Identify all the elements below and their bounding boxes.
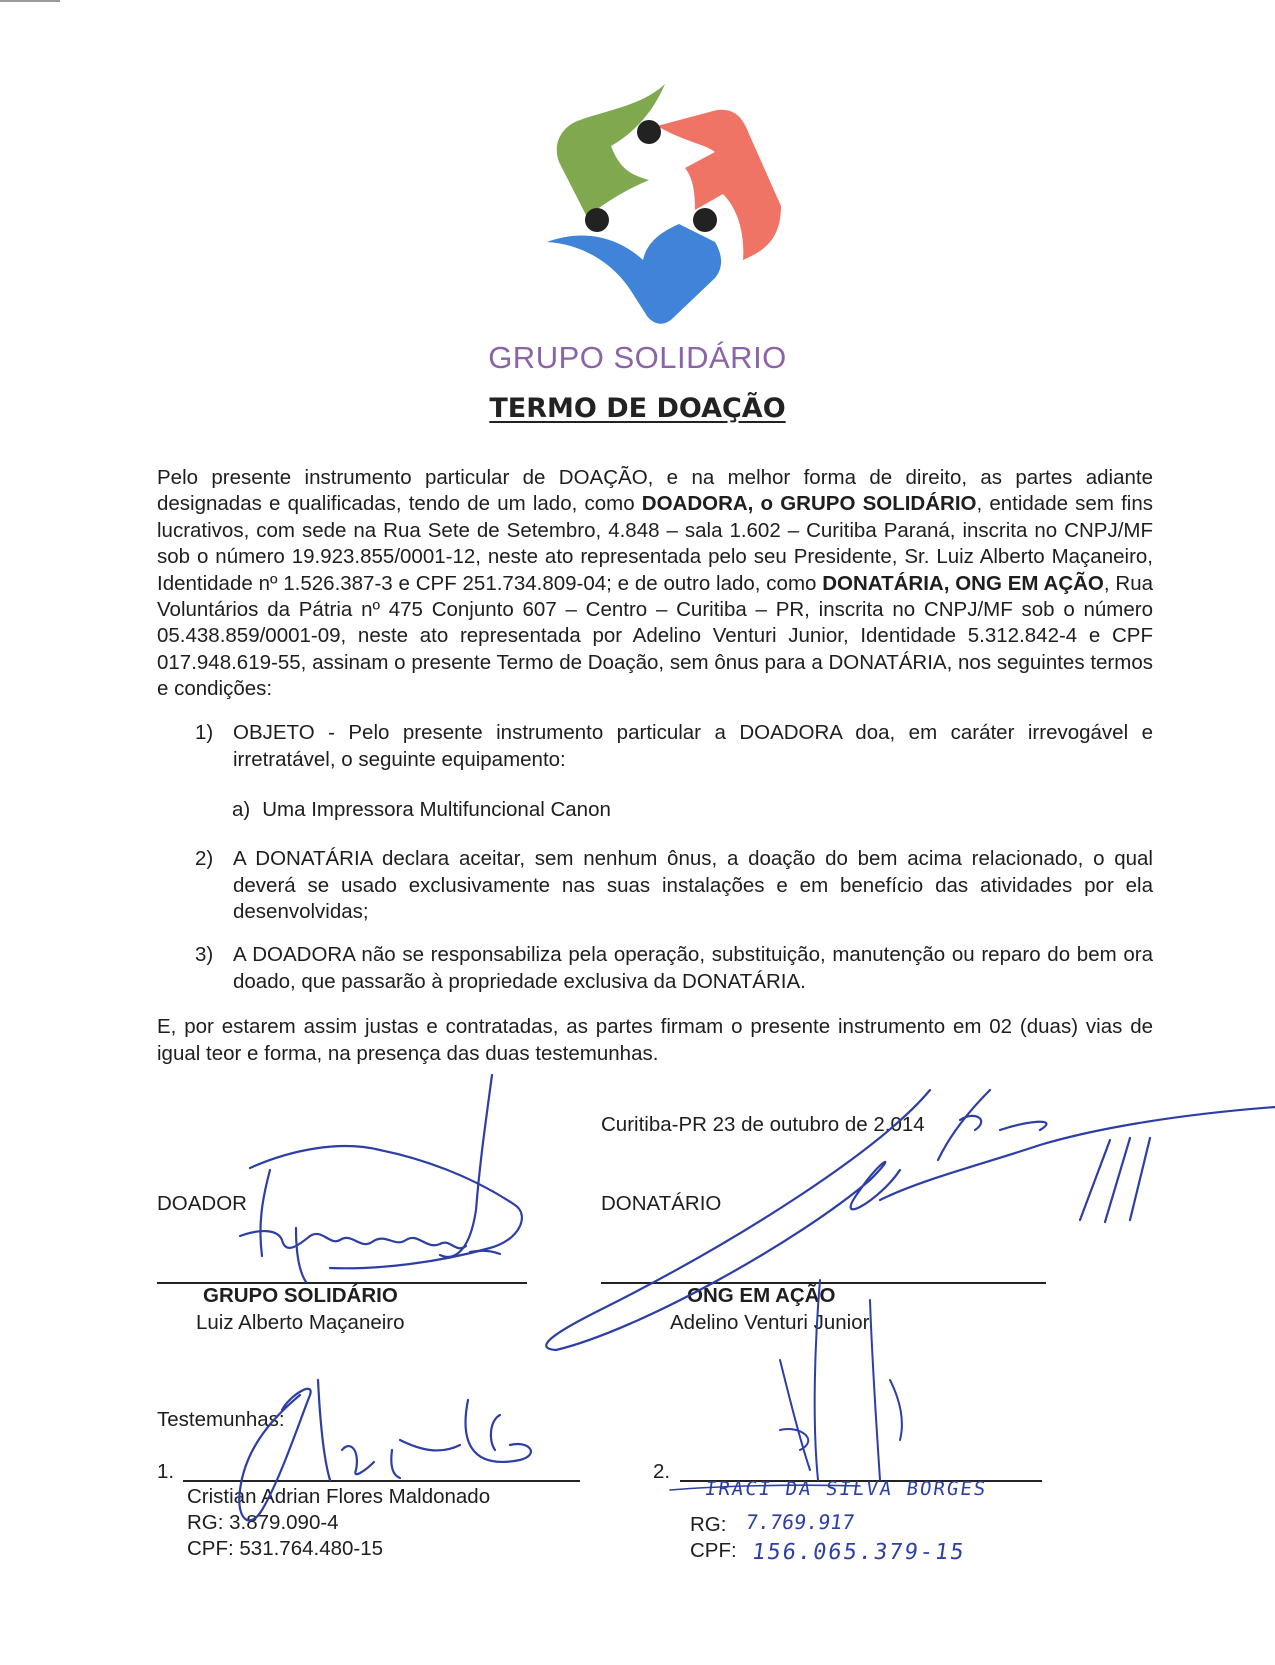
clause-number: 1) [195, 721, 214, 744]
doador-signature [240, 1075, 522, 1282]
doador-representative: Luiz Alberto Maçaneiro [196, 1311, 405, 1334]
intro-donor-bold: DOADORA, o GRUPO SOLIDÁRIO [641, 492, 977, 516]
donatario-organization: ONG EM AÇÃO [687, 1284, 836, 1307]
intro-paragraph [157, 465, 1153, 703]
clause-number: 2) [195, 847, 214, 870]
grupo-solidario-logo [545, 82, 790, 327]
clause-text: OBJETO - Pelo presente instrumento particular a DOADORA doa, em caráter irrevogável e irretratável, o seguinte equipamento: [233, 721, 1153, 771]
witness-1-name: Cristian Adrian Flores Maldonado [187, 1485, 491, 1508]
clause-2 [195, 846, 1153, 926]
witnesses-label: Testemunhas: [157, 1408, 285, 1431]
witness-2-cpf-label: CPF: [690, 1539, 737, 1562]
witness-1-signature-line [183, 1480, 580, 1482]
intro-text-part3: , Rua Voluntários da Pátria nº 475 Conjunto 607 – Centro – Curitiba – PR, inscrita no CNPJ/MF sob o número 05.438.859/0001-09, neste ato representada por Adelino Venturi Junior, Identidade 5.312.842-4 e CPF 017.948.619-55, assinam o presente Termo de Doação, sem ônus para a DONATÁRIA, nos seguintes termos e condições: [157, 571, 1154, 701]
clause-text: A DONATÁRIA declara aceitar, sem nenhum ônus, a doação do bem acima relacionado, o qual deverá se usado exclusivamente nas suas instalações e em benefício das atividades por ela desenvolvidas; [233, 847, 1153, 923]
logo-dot-right [693, 208, 717, 232]
intro-text-part2: , entidade sem fins lucrativos, com sede na Rua Sete de Setembro, 4.848 – sala 1.602 – Curitiba Paraná, inscrita no CNPJ/MF sob o número 19.923.855/0001-12, neste ato representada pelo seu Presidente, Sr. Luiz Alberto Maçaneiro, Identidade nº 1.526.387-3 e CPF 251.734.809-04; e de outro lado, como [157, 492, 1153, 595]
intro-text-part1: Pelo presente instrumento particular de DOAÇÃO, e na melhor forma de direito, as partes adiante designadas e qualificadas, tendo de um lado, como [157, 466, 1153, 516]
witness-2-number: 2. [653, 1460, 671, 1483]
clause-3 [195, 942, 1153, 995]
logo-green-shape [557, 84, 665, 217]
doador-label: DOADOR [157, 1192, 247, 1215]
clause-1-subitem-a [232, 798, 611, 822]
donatario-long-stroke [780, 1280, 902, 1480]
witness-2-rg-label: RG: [690, 1513, 727, 1536]
witness-1-cpf: CPF: 531.764.480-15 [187, 1537, 384, 1560]
intro-donee-bold: DONATÁRIA, ONG EM AÇÃO [822, 571, 1104, 595]
document-title: TERMO DE DOAÇÃO [489, 393, 786, 424]
brand-name: GRUPO SOLIDÁRIO [488, 340, 787, 375]
logo-dot-left [585, 208, 609, 232]
scan-edge-mark [0, 0, 60, 2]
subitem-text: Uma Impressora Multifuncional Canon [262, 798, 611, 821]
witness-2-handwritten-name: IRACI DA SILVA BORGES [703, 1478, 989, 1500]
clause-text: A DOADORA não se responsabiliza pela operação, substituição, manutenção ou reparo do bem ora doado, que passarão à propriedade exclusiva da DONATÁRIA. [233, 943, 1153, 993]
witness-2-handwritten-cpf: 156.065.379-15 [750, 1540, 968, 1565]
closing-paragraph: E, por estarem assim justas e contratadas, as partes firmam o presente instrumento em 02 (duas) vias de igual teor e forma, na presença das duas testemunhas. [157, 1015, 1153, 1065]
donatario-label: DONATÁRIO [601, 1192, 722, 1215]
place-date: Curitiba-PR 23 de outubro de 2.014 [601, 1113, 925, 1136]
donatario-representative: Adelino Venturi Junior [670, 1311, 870, 1334]
subitem-label: a) [232, 798, 251, 821]
witness-2-handwritten-rg: 7.769.917 [744, 1510, 857, 1534]
doador-organization: GRUPO SOLIDÁRIO [203, 1284, 398, 1307]
logo-blue-shape [547, 224, 721, 324]
clause-number: 3) [195, 943, 214, 966]
witness-1-number: 1. [157, 1460, 175, 1483]
logo-dot-top [637, 120, 661, 144]
clause-1 [195, 720, 1153, 773]
witness-1-rg: RG: 3.879.090-4 [187, 1511, 339, 1534]
